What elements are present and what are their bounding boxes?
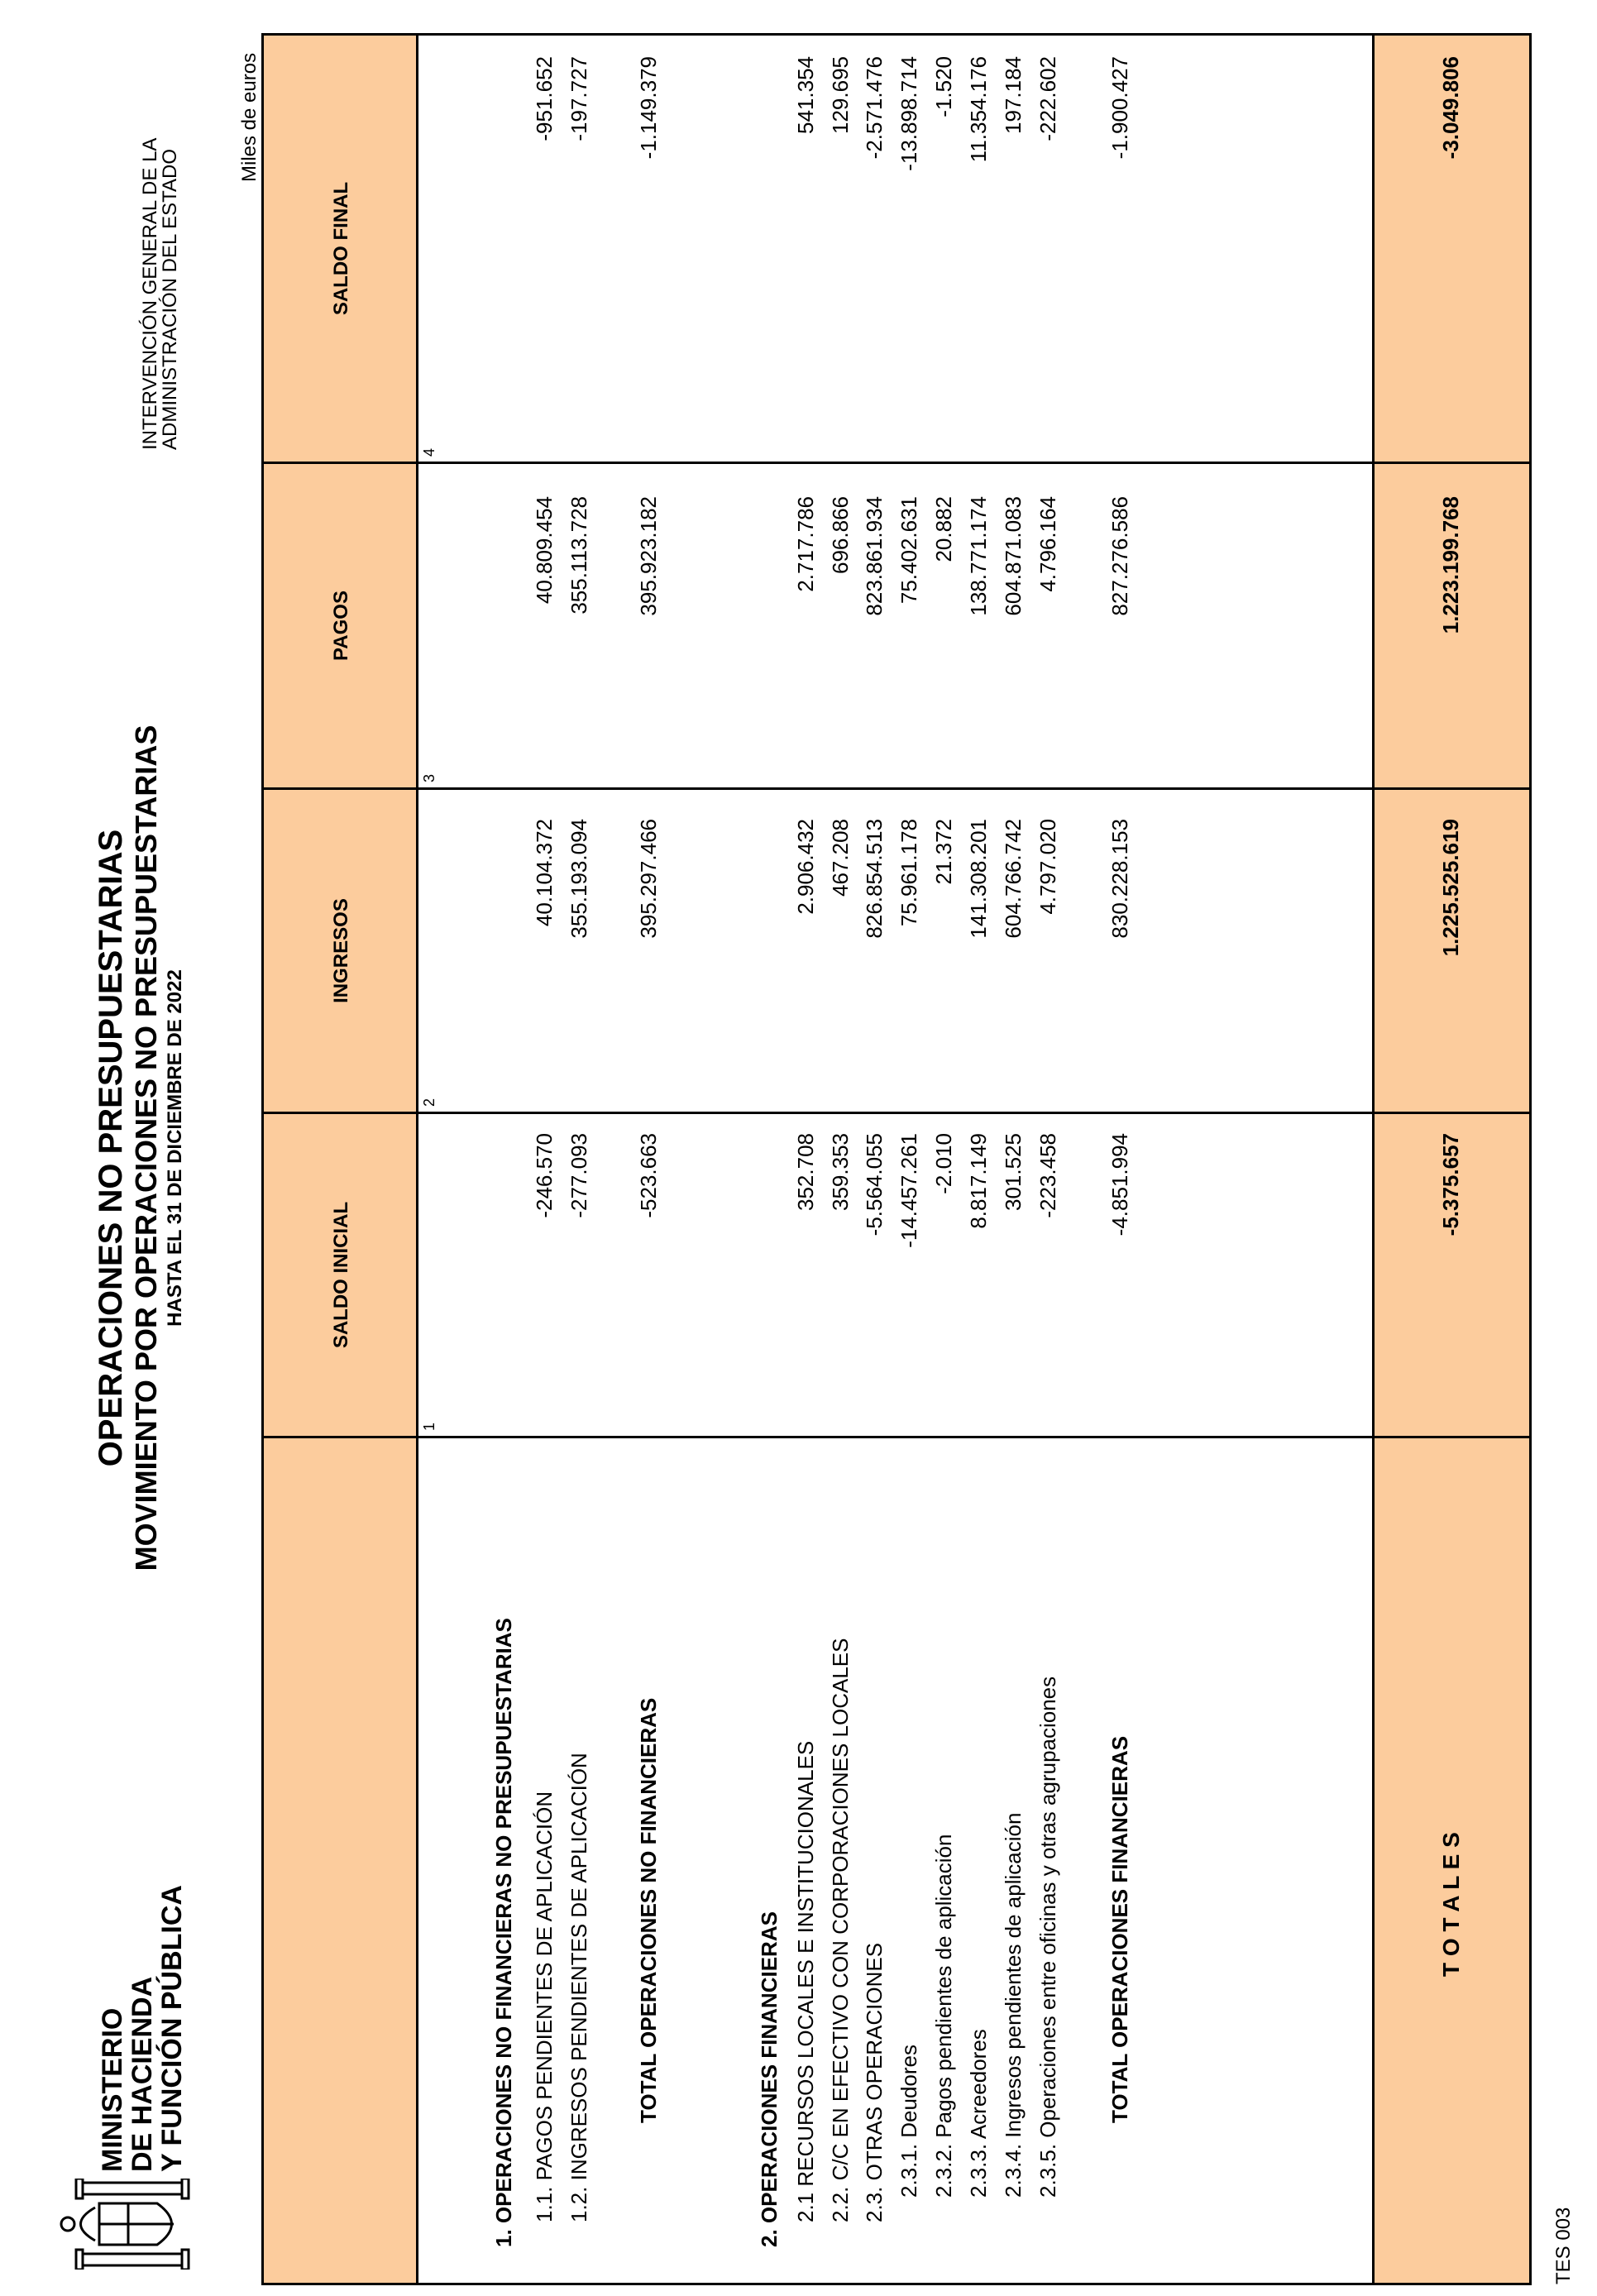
row-label: 1.2. INGRESOS PENDIENTES DE APLICACIÓN <box>567 1753 591 2222</box>
cell-saldo-inicial: 301.525 <box>1001 1133 1026 1211</box>
cell-saldo-inicial: -246.570 <box>532 1133 557 1218</box>
total-ingresos: 1.225.525.619 <box>1438 819 1463 957</box>
cell-pagos: 75.402.631 <box>897 496 921 605</box>
total-label: TOTAL OPERACIONES FINANCIERAS <box>1107 1735 1132 2123</box>
cell-ingresos: 4.797.020 <box>1035 819 1060 915</box>
total-saldo-final: -3.049.806 <box>1438 56 1463 160</box>
cell-ingresos: 467.208 <box>828 819 853 897</box>
cell-ingresos: 75.961.178 <box>897 819 921 927</box>
page-title: OPERACIONES NO PRESUPUESTARIAS <box>93 829 129 1467</box>
cell-saldo-final: -1.520 <box>931 56 956 117</box>
cell-ingresos: 141.308.201 <box>966 819 991 939</box>
cell-saldo-final: -1.149.379 <box>636 56 661 160</box>
cell-saldo-final: -951.652 <box>532 56 557 141</box>
page-subtitle: MOVIMIENTO POR OPERACIONES NO PRESUPUESTARIAS <box>129 725 163 1571</box>
cell-pagos: 696.866 <box>828 496 853 574</box>
section-heading: 2. OPERACIONES FINANCIERAS <box>757 1911 782 2247</box>
column-divider <box>264 462 1529 464</box>
cell-saldo-inicial: 352.708 <box>793 1133 818 1211</box>
cell-saldo-inicial: -5.564.055 <box>862 1133 887 1236</box>
column-number: 3 <box>421 773 438 782</box>
igae-label <box>141 138 180 450</box>
total-saldo-inicial: -5.375.657 <box>1438 1133 1463 1236</box>
row-label: 2.1 RECURSOS LOCALES E INSTITUCIONALES <box>793 1740 818 2222</box>
column-header-pagos: PAGOS <box>330 591 352 661</box>
cell-saldo-inicial: -223.458 <box>1035 1133 1060 1218</box>
data-table <box>261 33 1532 2285</box>
cell-ingresos: 21.372 <box>931 819 956 885</box>
column-number: 1 <box>421 1422 438 1431</box>
cell-saldo-inicial: -4.851.994 <box>1107 1133 1132 1236</box>
cell-saldo-final: 197.184 <box>1001 56 1026 134</box>
cell-saldo-inicial: 359.353 <box>828 1133 853 1211</box>
cell-ingresos: 40.104.372 <box>532 819 557 927</box>
row-label: 2.2. C/C EN EFECTIVO CON CORPORACIONES LOCALES <box>828 1638 853 2222</box>
cell-pagos: 138.771.174 <box>966 496 991 616</box>
column-divider <box>264 1112 1529 1114</box>
cell-saldo-final: -1.900.427 <box>1107 56 1132 160</box>
column-number: 2 <box>421 1098 438 1107</box>
cell-saldo-inicial: -277.093 <box>567 1133 591 1218</box>
cell-saldo-final: 11.354.176 <box>966 56 991 163</box>
ministry-line: Y FUNCIÓN PÚBLICA <box>156 1885 188 2172</box>
period-line: HASTA EL 31 DE DICIEMBRE DE 2022 <box>164 969 186 1327</box>
totals-divider <box>1372 36 1375 2283</box>
row-label: 2.3. OTRAS OPERACIONES <box>862 1942 887 2222</box>
cell-ingresos: 355.193.094 <box>567 819 591 939</box>
row-label: 2.3.1. Deudores <box>897 2044 921 2198</box>
cell-saldo-final: 541.354 <box>793 56 818 134</box>
cell-saldo-inicial: -14.457.261 <box>897 1133 921 1248</box>
row-label: 2.3.3. Acreedores <box>966 2029 991 2198</box>
cell-ingresos: 395.297.466 <box>636 819 661 939</box>
cell-pagos: 2.717.786 <box>793 496 818 592</box>
column-header-saldo-final: SALDO FINAL <box>330 181 352 316</box>
cell-pagos: 4.796.164 <box>1035 496 1060 592</box>
unit-label: Miles de euros <box>238 52 261 182</box>
cell-saldo-final: 129.695 <box>828 56 853 134</box>
column-header-saldo-inicial: SALDO INICIAL <box>330 1201 352 1349</box>
cell-ingresos: 826.854.513 <box>862 819 887 939</box>
cell-pagos: 355.113.728 <box>567 496 591 615</box>
row-label: 2.3.4. Ingresos pendientes de aplicación <box>1001 1812 1026 2198</box>
ministry-line: DE HACIENDA <box>127 1976 158 2172</box>
total-label: TOTAL OPERACIONES NO FINANCIERAS <box>636 1697 661 2123</box>
cell-pagos: 20.882 <box>931 496 956 562</box>
cell-ingresos: 604.766.742 <box>1001 819 1026 939</box>
ministry-line: MINISTERIO <box>97 2007 128 2172</box>
column-number: 4 <box>421 447 438 457</box>
section-heading: 1. OPERACIONES NO FINANCIERAS NO PRESUPUESTARIAS <box>491 1618 516 2247</box>
row-label: 2.3.5. Operaciones entre oficinas y otras agrupaciones <box>1035 1676 1060 2198</box>
cell-saldo-final: -197.727 <box>567 56 591 141</box>
column-divider <box>264 787 1529 790</box>
report-code: TES 003 <box>1552 2207 1575 2284</box>
igae-line: ADMINISTRACIÓN DEL ESTADO <box>159 148 181 450</box>
cell-pagos: 395.923.182 <box>636 496 661 616</box>
cell-ingresos: 830.228.153 <box>1107 819 1132 939</box>
column-divider <box>264 1436 1529 1438</box>
cell-saldo-inicial: 8.817.149 <box>966 1133 991 1229</box>
row-label: 2.3.2. Pagos pendientes de aplicación <box>931 1834 956 2198</box>
cell-ingresos: 2.906.432 <box>793 819 818 915</box>
total-pagos: 1.223.199.768 <box>1438 496 1463 634</box>
cell-pagos: 40.809.454 <box>532 496 557 605</box>
column-header-ingresos: INGRESOS <box>330 898 352 1003</box>
totals-label: T O T A L E S <box>1438 1832 1464 1977</box>
cell-saldo-final: -2.571.476 <box>862 56 887 160</box>
cell-saldo-inicial: -2.010 <box>931 1133 956 1194</box>
row-label: 1.1. PAGOS PENDIENTES DE APLICACIÓN <box>532 1791 557 2222</box>
header-divider <box>416 36 418 2283</box>
cell-saldo-inicial: -523.663 <box>636 1133 661 1218</box>
cell-saldo-final: -13.898.714 <box>897 56 921 171</box>
igae-line: INTERVENCIÓN GENERAL DE LA <box>139 137 161 450</box>
cell-saldo-final: -222.602 <box>1035 56 1060 141</box>
cell-pagos: 823.861.934 <box>862 496 887 616</box>
cell-pagos: 827.276.586 <box>1107 496 1132 616</box>
cell-pagos: 604.871.083 <box>1001 496 1026 616</box>
